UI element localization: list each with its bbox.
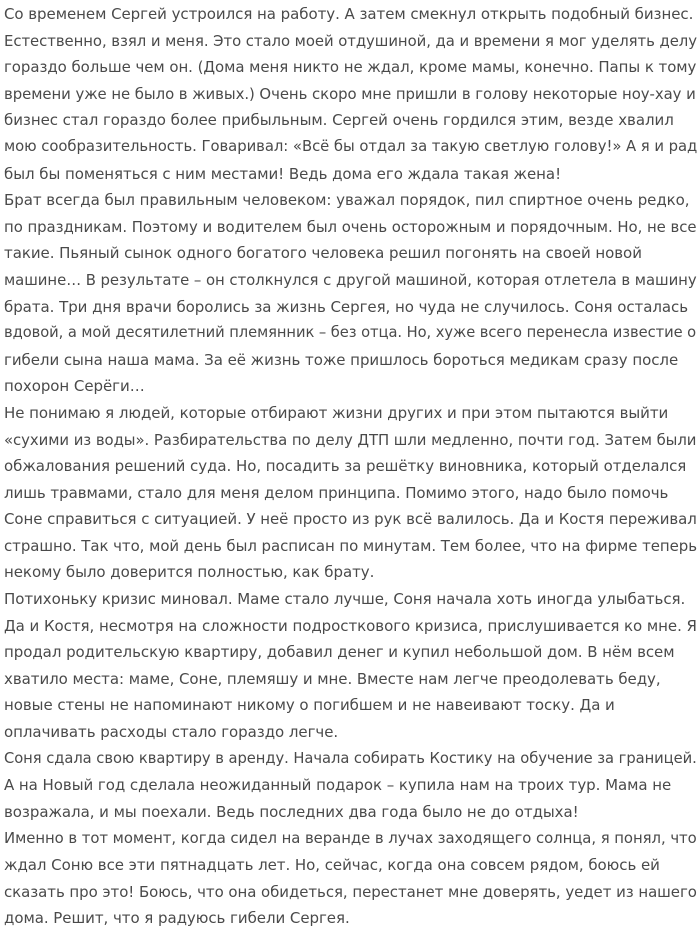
text-line: Со временем Сергей устроился на работу. А затем смекнул открыть подобный бизнес. xyxy=(4,5,694,23)
text-line: «сухими из воды». Разбирательства по делу ДТП шли медленно, почти год. Затем были xyxy=(4,430,697,449)
text-line: Естественно, взял и меня. Это стало моей отдушиной, да и времени я мог уделять делу xyxy=(4,31,697,50)
text-line: А на Новый год сделала неожиданный подарок – купила нам на троих тур. Мама не xyxy=(4,776,672,795)
text-line: возражала, и мы поехали. Ведь последних два года было не до отдыха! xyxy=(4,802,579,821)
paragraph-4 xyxy=(4,586,697,746)
text-line: машине… В результате – он столкнулся с другой машиной, которая отлетела в машину xyxy=(4,270,697,289)
text-line: Соня сдала свою квартиру в аренду. Начала собирать Костику на обучение за границей. xyxy=(4,749,697,767)
text-line: такие. Пьяный сынок одного богатого человека решил погонять на своей новой xyxy=(4,244,642,263)
text-line: Именно в тот момент, когда сидел на веранде в лучах заходящего солнца, я понял, что xyxy=(4,829,697,848)
paragraph-6 xyxy=(4,825,697,931)
text-line: хватило места: маме, Соне, племяшу и мне. Вместе нам легче преодолевать беду, xyxy=(4,669,661,688)
text-line: некому было доверится полностью, как брату. xyxy=(4,563,375,582)
text-line: вдовой, а мой десятилетний племянник – без отца. Но, хуже всего перенесла известие о xyxy=(4,324,697,342)
text-line: Потихоньку кризис миновал. Маме стало лучше, Соня начала хоть иногда улыбаться. xyxy=(4,590,686,609)
paragraph-2 xyxy=(4,187,697,400)
text-line: Не понимаю я людей, которые отбирают жизни других и при этом пытаются выйти xyxy=(4,403,669,422)
text-line: дома. Решит, что я радуюсь гибели Сергея. xyxy=(4,909,350,928)
text-line: мою сообразительность. Говаривал: «Всё бы отдал за такую светлую голову!» А я и рад xyxy=(4,137,698,155)
text-line: брата. Три дня врачи боролись за жизнь Сергея, но чуда не случилось. Соня осталась xyxy=(4,297,689,316)
text-line: Брат всегда был правильным человеком: уважал порядок, пил спиртное очень редко, xyxy=(4,191,690,210)
text-line: гораздо больше чем он. (Дома меня никто не ждал, кроме мамы, конечно. Папы к тому xyxy=(4,58,697,77)
text-line: страшно. Так что, мой день был расписан по минутам. Тем более, что на фирме теперь xyxy=(4,536,698,555)
text-line: бизнес стал гораздо более прибыльным. Сергей очень гордился этим, везде хвалил xyxy=(4,111,674,130)
text-line: гибели сына наша мама. За её жизнь тоже пришлось бороться медикам сразу после xyxy=(4,350,679,369)
text-line: Соне справиться с ситуацией. У неё просто из рук всё валилось. Да и Костя переживал xyxy=(4,510,697,529)
text-line: похорон Серёги… xyxy=(4,377,145,396)
text-line: был бы поменяться с ним местами! Ведь дома его ждала такая жена! xyxy=(4,164,562,183)
text-line: сказать про это! Боюсь, что она обидеться, перестанет мне доверять, уедет из нашего xyxy=(4,882,697,901)
text-line: Да и Костя, несмотря на сложности подросткового кризиса, прислушивается ко мне. Я xyxy=(4,616,697,635)
text-line: новые стены не напоминают никому о погибшем и не навеивают тоску. Да и xyxy=(4,696,615,715)
text-line: по праздникам. Поэтому и водителем был очень осторожным и порядочным. Но, не все xyxy=(4,217,697,236)
paragraph-3 xyxy=(4,400,697,586)
text-line: обжалования решений суда. Но, посадить за решётку виновника, который отделался xyxy=(4,457,687,476)
text-line: лишь травмами, стало для меня делом принципа. Помимо этого, надо было помочь xyxy=(4,483,669,502)
paragraph-5 xyxy=(4,746,697,826)
text-line: времени уже не было в живых.) Очень скоро мне пришли в голову некоторые ноу-хау и xyxy=(4,84,696,103)
text-line: оплачивать расходы стало гораздо легче. xyxy=(4,723,339,742)
text-line: продал родительскую квартиру, добавил денег и купил небольшой дом. В нём всем xyxy=(4,643,675,662)
paragraph-1 xyxy=(4,1,697,187)
text-line: ждал Соню все эти пятнадцать лет. Но, сейчас, когда она совсем рядом, боюсь ей xyxy=(4,856,660,874)
